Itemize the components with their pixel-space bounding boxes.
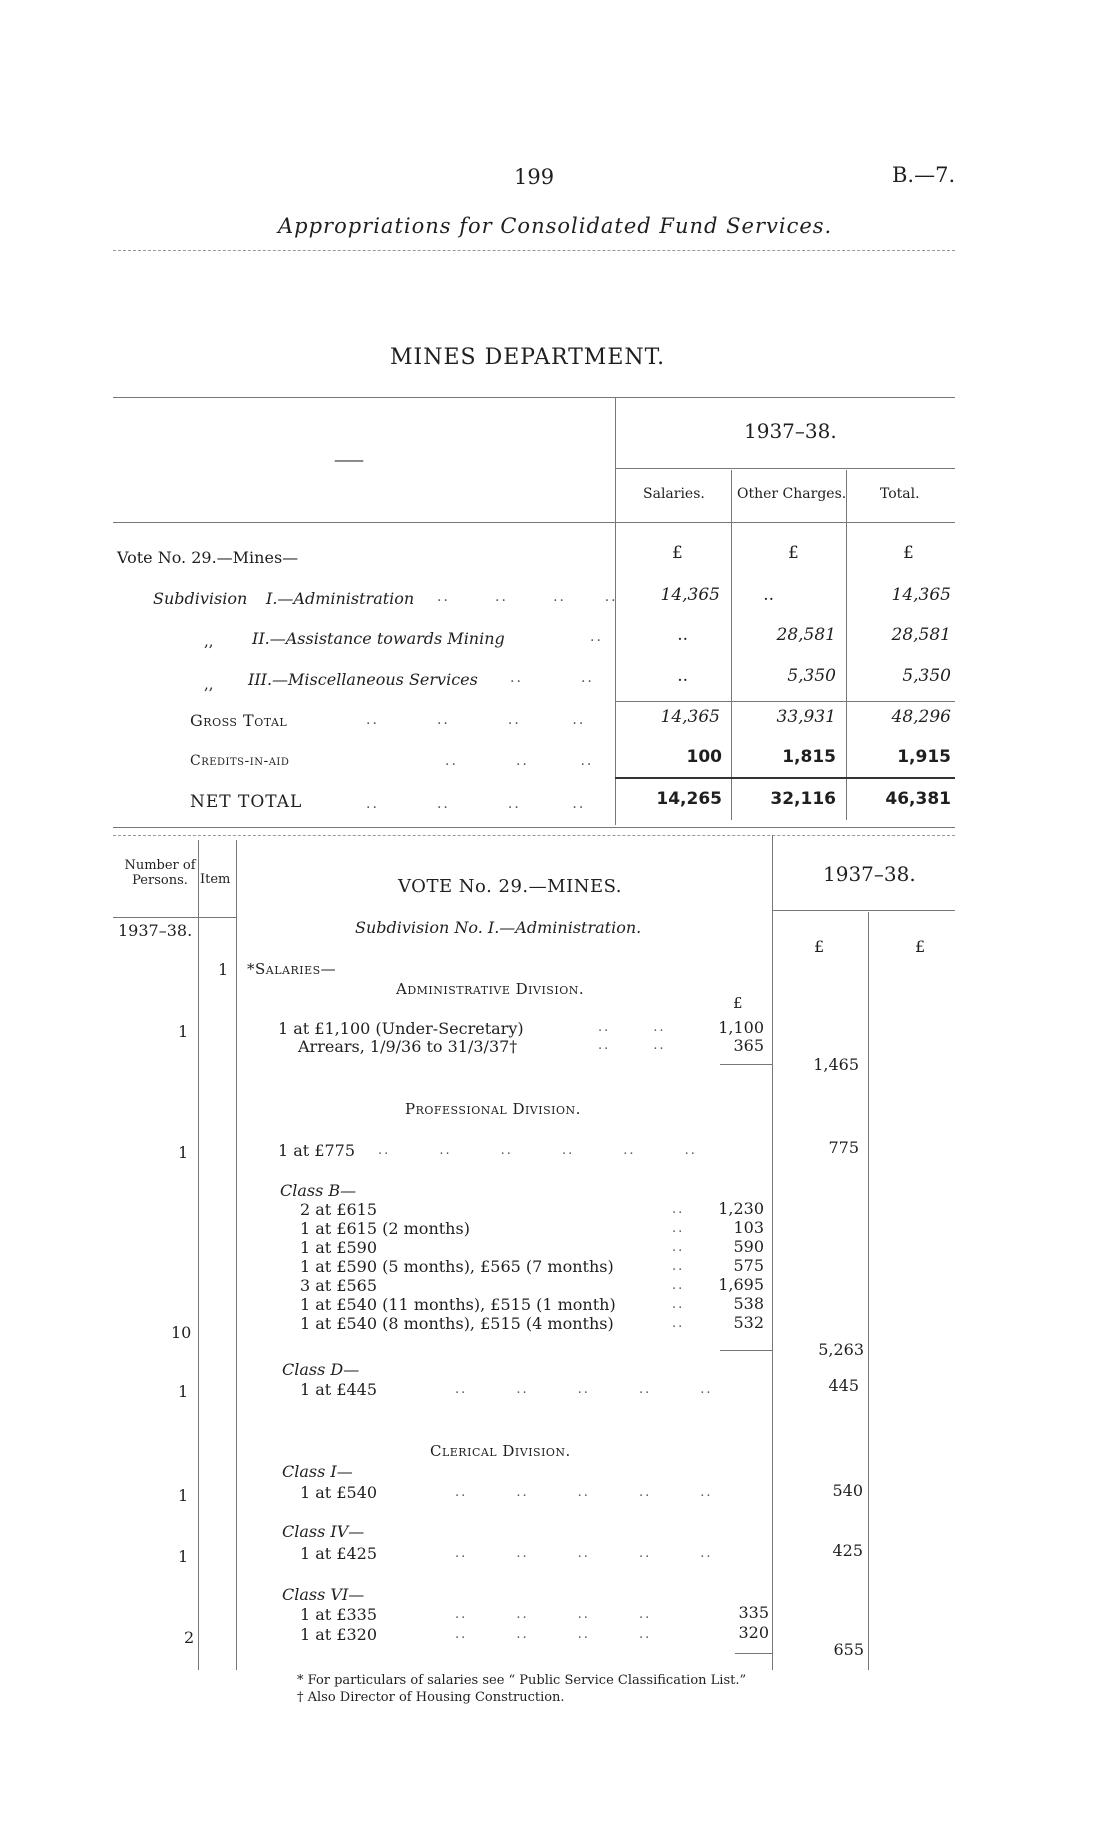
class-b-line-amount: 538	[733, 1294, 764, 1313]
detail-vote-title: VOTE No. 29.—MINES.	[398, 876, 622, 897]
gross-total-other: 33,931	[776, 707, 836, 727]
page-number: 199	[514, 165, 555, 189]
prof-division-heading: Professional Division.	[405, 1100, 581, 1118]
admin-line-2-leader: .. ..	[598, 1038, 666, 1053]
salaries-heading: *Salaries—	[247, 960, 337, 978]
credits-in-aid-salaries: 100	[686, 747, 722, 767]
class-b-total: 5,263	[818, 1340, 864, 1359]
net-total-salaries: 14,265	[656, 789, 722, 809]
department-title: MINES DEPARTMENT.	[390, 345, 666, 370]
class-d-line-total: 445	[828, 1376, 859, 1395]
class-b-line-amount: 575	[733, 1256, 764, 1275]
class-b-sum-rule	[720, 1350, 772, 1351]
admin-currency: £	[733, 994, 743, 1012]
admin-line-1-leader: .. ..	[598, 1020, 666, 1035]
vote-line: Vote No. 29.—Mines—	[117, 548, 299, 567]
detail-currency-subtotal: £	[814, 937, 825, 956]
summary-row-3-prefix: ,,	[204, 675, 214, 693]
class-b-line-text: 1 at £540 (11 months), £515 (1 month)	[300, 1295, 616, 1314]
summary-row-3-label: III.—Miscellaneous Services	[248, 670, 478, 689]
summary-row-1-other: ..	[763, 585, 774, 605]
prof-line-text: 1 at £775	[278, 1141, 356, 1160]
class-b-line-text: 2 at £615	[300, 1200, 378, 1219]
detail-persons-divider	[198, 840, 199, 1670]
class-vi-line-1-text: 1 at £335	[300, 1605, 378, 1624]
summary-row-1-leader: .. .. .. ..	[437, 589, 618, 605]
prof-line-leader: .. .. .. .. .. ..	[378, 1143, 697, 1158]
col-header-other-charges: Other Charges.	[737, 486, 847, 502]
summary-row-3-salaries: ..	[677, 666, 688, 686]
summary-year-rule	[615, 468, 955, 469]
class-vi-line-2-amount: 320	[738, 1623, 769, 1642]
admin-line-1-amount: 1,100	[718, 1018, 764, 1037]
class-b-line-amount: 1,230	[718, 1199, 764, 1218]
class-b-line-leader: ..	[672, 1316, 685, 1331]
class-b-line-text: 1 at £540 (8 months), £515 (4 months)	[300, 1314, 614, 1333]
class-i-persons: 1	[178, 1486, 189, 1505]
clerical-division-heading: Clerical Division.	[430, 1442, 571, 1460]
summary-row-3-total: 5,350	[902, 666, 951, 686]
class-vi-total: 655	[833, 1640, 864, 1659]
class-b-line-leader: ..	[672, 1202, 685, 1217]
summary-row-2-label: II.—Assistance towards Mining	[252, 629, 505, 648]
class-vi-sum-rule	[735, 1653, 772, 1654]
admin-line-1-text: 1 at £1,100 (Under-Secretary)	[278, 1019, 524, 1038]
class-b-heading: Class B—	[280, 1181, 357, 1200]
admin-line-2-text: Arrears, 1/9/36 to 31/3/37†	[298, 1037, 518, 1056]
net-total-total: 46,381	[885, 789, 951, 809]
class-vi-heading: Class VI—	[282, 1585, 365, 1604]
detail-year-right: 1937–38.	[823, 862, 916, 886]
class-vi-line-1-amount: 335	[738, 1603, 769, 1622]
class-b-line-leader: ..	[672, 1221, 685, 1236]
class-b-line-amount: 103	[733, 1218, 764, 1237]
class-b-line-leader: ..	[672, 1259, 685, 1274]
gross-total-salaries: 14,365	[660, 707, 720, 727]
class-i-line-leader: .. .. .. .. ..	[455, 1485, 713, 1500]
currency-other: £	[788, 543, 799, 563]
detail-header-rule	[113, 917, 236, 918]
summary-top-rule	[113, 397, 955, 398]
class-iv-line-text: 1 at £425	[300, 1544, 378, 1563]
col-header-persons: Number of Persons.	[124, 858, 196, 888]
gross-rule	[615, 701, 955, 702]
admin-sum-rule	[720, 1064, 772, 1065]
summary-stub-dash: ——	[334, 450, 362, 469]
class-d-line-leader: .. .. .. .. ..	[455, 1382, 713, 1397]
class-b-line-text: 1 at £615 (2 months)	[300, 1219, 470, 1238]
class-i-line-text: 1 at £540	[300, 1483, 378, 1502]
prof-persons: 1	[178, 1143, 189, 1162]
summary-row-2-total: 28,581	[891, 625, 951, 645]
class-b-persons: 10	[171, 1323, 192, 1342]
summary-row-2-salaries: ..	[677, 625, 688, 645]
class-iv-line-leader: .. .. .. .. ..	[455, 1546, 713, 1561]
credits-in-aid-leader: .. .. ..	[445, 753, 594, 769]
credits-in-aid-label: Credits-in-aid	[190, 753, 290, 769]
class-b-line-leader: ..	[672, 1278, 685, 1293]
class-b-line-text: 3 at £565	[300, 1276, 378, 1295]
gross-total-total: 48,296	[891, 707, 951, 727]
credits-in-aid-total: 1,915	[897, 747, 951, 767]
class-b-line-leader: ..	[672, 1240, 685, 1255]
item-number: 1	[218, 960, 229, 979]
detail-subdivision-title: Subdivision No. I.—Administration.	[355, 918, 642, 937]
gross-total-leader: .. .. .. ..	[366, 712, 586, 728]
summary-row-2-leader: ..	[590, 629, 603, 645]
col-header-item: Item	[200, 872, 231, 887]
col-header-total: Total.	[880, 486, 920, 502]
class-b-line-amount: 532	[733, 1313, 764, 1332]
class-i-heading: Class I—	[282, 1462, 353, 1481]
class-d-heading: Class D—	[282, 1360, 360, 1379]
net-total-other: 32,116	[770, 789, 836, 809]
summary-row-2-prefix: ,,	[204, 632, 214, 650]
class-b-line-text: 1 at £590 (5 months), £565 (7 months)	[300, 1257, 614, 1276]
credits-in-aid-other: 1,815	[782, 747, 836, 767]
summary-row-1-total: 14,365	[891, 585, 951, 605]
admin-persons: 1	[178, 1022, 189, 1041]
summary-bottom-rule	[113, 827, 955, 828]
detail-top-rule	[113, 835, 955, 836]
class-d-persons: 1	[178, 1382, 189, 1401]
currency-total: £	[903, 543, 914, 563]
class-i-line-total: 540	[832, 1481, 863, 1500]
detail-subtotal-divider	[868, 912, 869, 1670]
class-vi-persons: 2	[184, 1628, 195, 1647]
net-total-leader: .. .. .. ..	[366, 796, 586, 812]
summary-row-1-prefix: Subdivision	[153, 589, 248, 608]
class-iv-heading: Class IV—	[282, 1522, 365, 1541]
detail-year-left: 1937–38.	[118, 921, 193, 940]
class-d-line-text: 1 at £445	[300, 1380, 378, 1399]
admin-division-heading: Administrative Division.	[396, 980, 585, 998]
summary-year-heading: 1937–38.	[744, 419, 837, 443]
detail-amount-divider	[772, 835, 773, 1670]
prof-line-total: 775	[828, 1138, 859, 1157]
class-b-line-amount: 1,695	[718, 1275, 764, 1294]
summary-row-2-other: 28,581	[776, 625, 836, 645]
footnote-2: † Also Director of Housing Construction.	[297, 1690, 565, 1705]
detail-item-divider	[236, 840, 237, 1670]
net-rule	[615, 777, 955, 779]
detail-year-rule	[772, 910, 955, 911]
running-title: Appropriations for Consolidated Fund Services.	[278, 214, 833, 238]
col-header-salaries: Salaries.	[643, 486, 705, 502]
footnote-1: * For particulars of salaries see “ Public Service Classification List.”	[297, 1673, 747, 1688]
detail-currency-total: £	[915, 937, 926, 956]
summary-row-3-leader: .. ..	[510, 670, 594, 686]
class-b-line-amount: 590	[733, 1237, 764, 1256]
currency-salaries: £	[672, 543, 683, 563]
gross-total-label: Gross Total	[190, 711, 288, 730]
summary-row-1-label: I.—Administration	[266, 589, 415, 608]
class-iv-line-total: 425	[832, 1541, 863, 1560]
summary-divider	[615, 397, 616, 825]
admin-total: 1,465	[813, 1055, 859, 1074]
class-vi-line-2-text: 1 at £320	[300, 1625, 378, 1644]
admin-line-2-amount: 365	[733, 1036, 764, 1055]
class-b-line-text: 1 at £590	[300, 1238, 378, 1257]
class-vi-line-2-leader: .. .. .. ..	[455, 1627, 652, 1642]
summary-header-rule	[113, 522, 955, 523]
class-iv-persons: 1	[178, 1547, 189, 1566]
class-vi-line-1-leader: .. .. .. ..	[455, 1607, 652, 1622]
class-b-line-leader: ..	[672, 1297, 685, 1312]
document-reference: B.—7.	[892, 163, 956, 187]
summary-row-1-salaries: 14,365	[660, 585, 720, 605]
summary-row-3-other: 5,350	[787, 666, 836, 686]
header-rule	[113, 250, 955, 251]
net-total-label: NET TOTAL	[190, 792, 303, 812]
